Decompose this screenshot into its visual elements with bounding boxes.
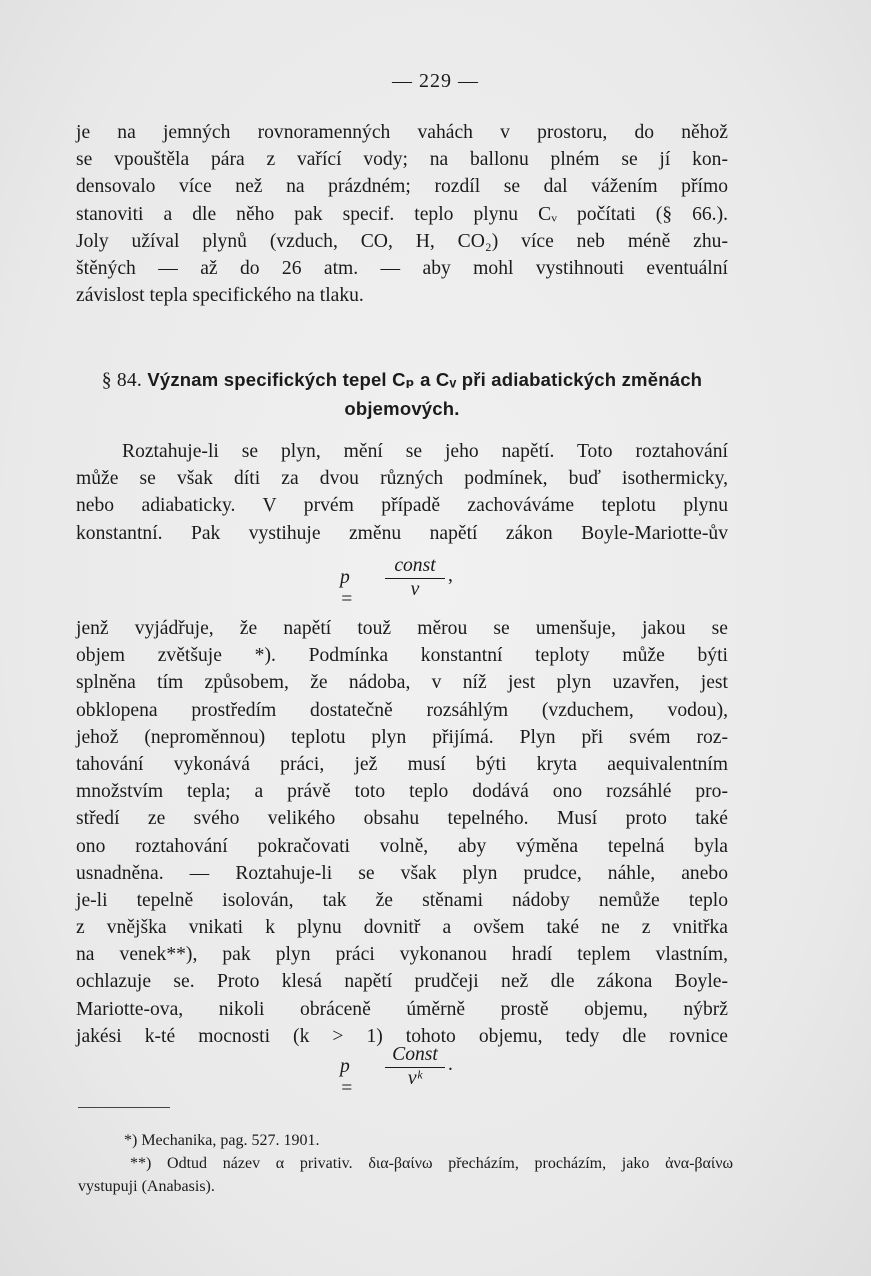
footnote-2: **) Odtud název α privativ. δια-βαίνω přecházím, procházím, jako ἀνα-βαίνω bbox=[130, 1155, 733, 1172]
section-number: § 84. bbox=[101, 370, 142, 391]
text-line: z vnějška vnikati k plynu dovnitř a ovšem také ne z vnitřka bbox=[76, 917, 728, 939]
text-line: ochlazuje se. Proto klesá napětí prudčeji než dle zákona Boyle- bbox=[76, 971, 728, 993]
formula-punctuation: , bbox=[448, 565, 453, 586]
text-line: středí ze svého velikého obsahu tepelného. Musí proto také bbox=[76, 808, 728, 830]
text-line: obklopena prostředím dostatečně rozsáhlým (vzduchem, vodou), bbox=[76, 699, 728, 721]
section-heading-line1 bbox=[76, 366, 728, 395]
section-title: Význam specifických tepel Cₚ a Cᵥ při adiabatických změnách bbox=[147, 369, 703, 390]
formula-lhs: p = bbox=[340, 1056, 354, 1099]
text-line: je-li tepelně isolován, tak že stěnami nádoby nemůže teplo bbox=[76, 889, 728, 911]
formula-punctuation: . bbox=[448, 1054, 453, 1075]
formula-fraction bbox=[385, 555, 445, 601]
text-line: Mariotte-ova, nikoli obráceně úměrně prostě objemu, nýbrž bbox=[76, 998, 728, 1020]
text-line: splněna tím způsobem, že nádoba, v níž jest plyn uzavřen, jest bbox=[76, 672, 728, 694]
formula-numerator: const bbox=[394, 555, 436, 576]
text-line: konstantní. Pak vystihuje změnu napětí zákon Boyle-Mariotte-ův bbox=[76, 522, 728, 544]
text-line: usnadněna. — Roztahuje-li se však plyn prudce, náhle, anebo bbox=[76, 862, 728, 884]
section-title-continued: objemových. bbox=[344, 398, 460, 419]
footnotes bbox=[78, 1129, 733, 1198]
formula-lhs: p = bbox=[340, 567, 354, 610]
text-line: je na jemných rovnoramenných vahách v prostoru, do něhož bbox=[76, 122, 728, 143]
formula-numerator: Const bbox=[392, 1044, 438, 1065]
footnote-2-continued: vystupuji (Anabasis). bbox=[78, 1178, 215, 1195]
formula-denominator: v bbox=[410, 579, 420, 600]
text-line: densovalo více než na prázdném; rozdíl se dal vážením přímo bbox=[76, 176, 728, 198]
text-line: tahování vykonává práci, jež musí býti kryta aequivalentním bbox=[76, 753, 728, 775]
text-line: jehož (neproměnnou) teplotu plyn přijímá. Plyn při svém roz- bbox=[76, 726, 728, 748]
section-heading bbox=[76, 366, 728, 423]
text-line: jakési k-té mocnosti (k > 1) tohoto objemu, tedy dle rovnice bbox=[76, 1025, 728, 1047]
footnote-1: *) Mechanika, pag. 527. 1901. bbox=[124, 1132, 320, 1149]
text-line: Roztahuje-li se plyn, mění se jeho napětí. Toto roztahování bbox=[122, 441, 728, 462]
text-line: objem zvětšuje *). Podmínka konstantní teploty může býti bbox=[76, 645, 728, 667]
text-line: může se však díti za dvou různých podmínek, buď isothermicky, bbox=[76, 468, 728, 490]
text-line: Joly užíval plynů (vzduch, CO, H, CO₂) více neb méně zhu- bbox=[76, 230, 728, 252]
text-line: se vpouštěla pára z vařící vody; na ballonu plném se jí kon- bbox=[76, 149, 728, 171]
intro-paragraph bbox=[76, 119, 728, 309]
text-line: jenž vyjádřuje, že napětí touž měrou se umenšuje, jakou se bbox=[76, 618, 728, 639]
text-line: ono roztahování pokračovati volně, aby výměna tepelná byla bbox=[76, 835, 728, 857]
paragraph-isothermal bbox=[76, 438, 728, 547]
text-line: stanoviti a dle něho pak specif. teplo plynu Cᵥ počítati (§ 66.). bbox=[76, 203, 728, 225]
formula-fraction bbox=[385, 1044, 445, 1090]
text-line: na venek**), pak plyn práci vykonanou hradí teplem vlastním, bbox=[76, 944, 728, 966]
text-line: závislost tepla specifického na tlaku. bbox=[76, 285, 364, 307]
formula-denominator: vᵏ bbox=[407, 1068, 423, 1089]
page-number: — 229 — bbox=[392, 70, 479, 92]
paragraph-adiabatic bbox=[76, 615, 728, 1050]
text-line: nebo adiabaticky. V prvém případě zachováváme teplotu plynu bbox=[76, 495, 728, 517]
text-line: množstvím tepla; a právě toto teplo dodává ono rozsáhlé pro- bbox=[76, 781, 728, 803]
text-line: štěných — až do 26 atm. — aby mohl vystihnouti eventuální bbox=[76, 257, 728, 279]
footnote-divider bbox=[78, 1107, 170, 1108]
